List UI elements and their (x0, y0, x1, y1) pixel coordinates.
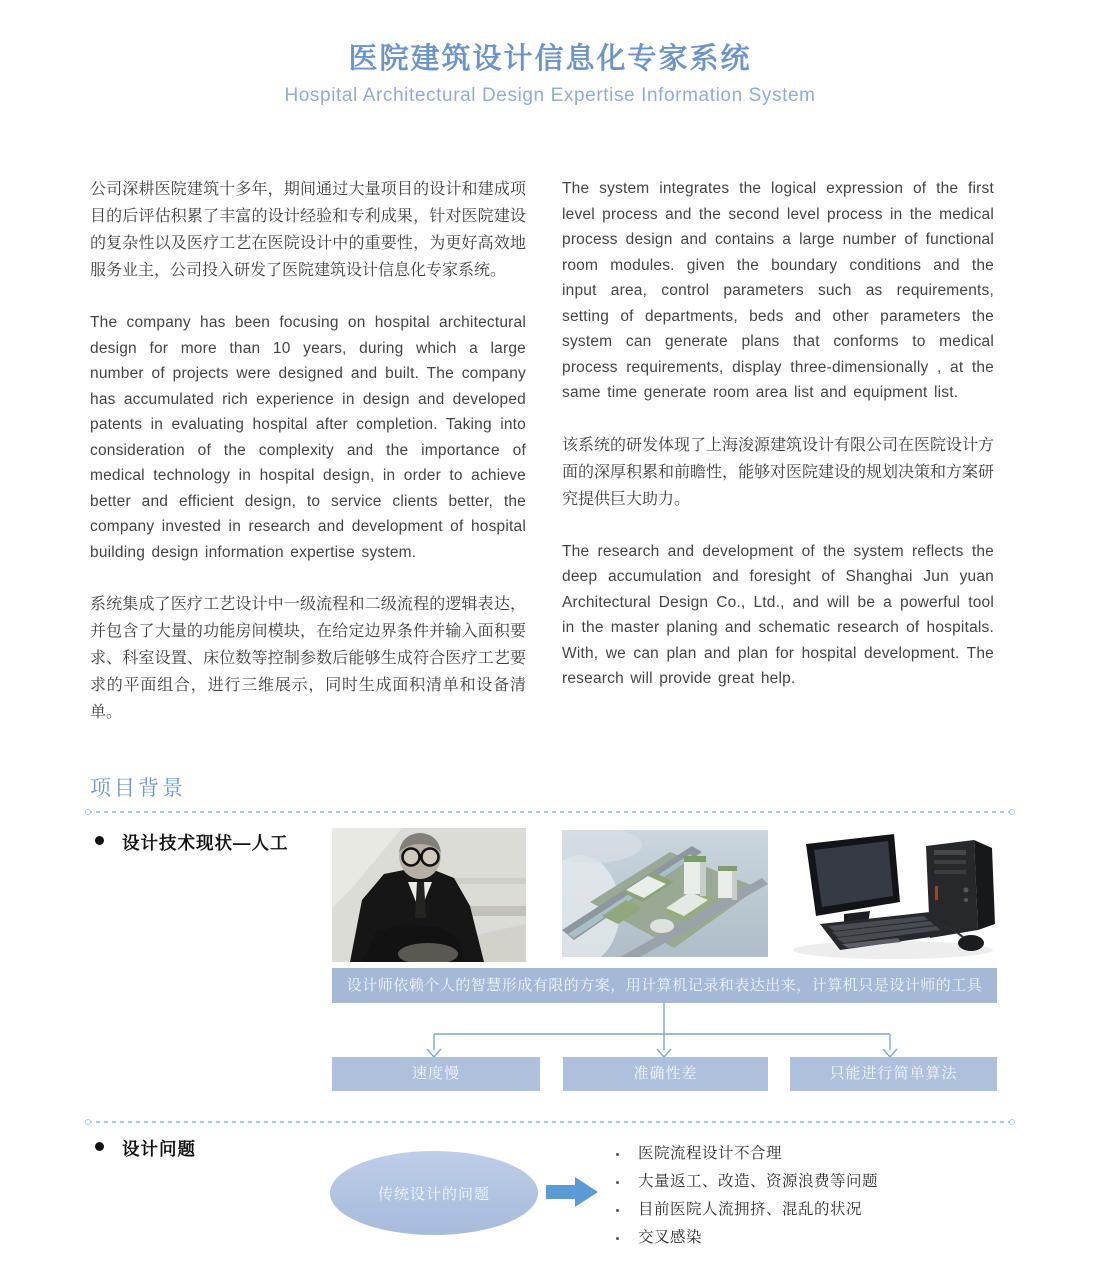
problem-text: 医院流程设计不合理 (638, 1145, 783, 1162)
right-block-arrow-icon (546, 1176, 598, 1208)
limitation-box-algorithm: 只能进行简单算法 (790, 1057, 997, 1091)
dotted-divider-bottom (88, 1121, 1012, 1123)
dotted-divider-top (88, 811, 1012, 813)
divider-endcap-icon (85, 1119, 91, 1125)
caption-banner: 设计师依赖个人的智慧形成有限的方案，用计算机记录和表达出来，计算机只是设计师的工具 (332, 968, 997, 1003)
problem-item (612, 1140, 878, 1168)
traditional-design-ellipse: 传统设计的问题 (330, 1151, 538, 1235)
hospital-aerial-illustration (562, 830, 768, 957)
limitation-box-accuracy: 准确性差 (563, 1057, 768, 1091)
limitation-box-speed: 速度慢 (332, 1057, 540, 1091)
page-title: 医院建筑设计信息化专家系统 (348, 43, 752, 75)
architect-portrait-illustration (332, 828, 526, 962)
intro-right-column (562, 176, 994, 718)
paragraph-company-intro-en: The company has been focusing on hospital architectural design for more than 10 years, during which a large number of projects were designed and built. The company has accumulated rich experience in design and developed patents in evaluating hospital after completion. Taking into consideration of the complexity and the importance of medical technology in hospital design, in order to achieve better and efficient design, to service clients better, the company invested in research and development of hospital building design information expertise system. (90, 314, 526, 561)
list-dot-icon (616, 1237, 619, 1240)
divider-endcap-icon (1009, 809, 1015, 815)
list-dot-icon (616, 1153, 619, 1156)
problem-item (612, 1168, 878, 1196)
divider-endcap-icon (85, 809, 91, 815)
flow-connector-lines (330, 1003, 1000, 1059)
bullet-dot-icon (95, 836, 104, 845)
page-subtitle: Hospital Architectural Design Expertise Information System (284, 85, 816, 106)
list-dot-icon (616, 1181, 619, 1184)
paragraph-company-intro-zh: 公司深耕医院建筑十多年，期间通过大量项目的设计和建成项目的后评估积累了丰富的设计经验和专利成果，针对医院建设的复杂性以及医疗工艺在医院设计中的重要性，为更好高效地服务业主，公司投入研发了医院建筑设计信息化专家系统。 (90, 181, 526, 279)
bullet-dot-icon (95, 1142, 104, 1151)
problem-item (612, 1224, 878, 1252)
list-dot-icon (616, 1209, 619, 1212)
problem-item (612, 1196, 878, 1224)
problem-text: 目前医院人流拥挤、混乱的状况 (638, 1201, 863, 1218)
bullet-label: 设计问题 (122, 1139, 196, 1159)
problem-text: 大量返工、改造、资源浪费等问题 (638, 1173, 879, 1190)
paragraph-rd-value-zh: 该系统的研发体现了上海浚源建筑设计有限公司在医院设计方面的深厚积累和前瞻性，能够对医院建设的规划决策和方案研究提供巨大助力。 (562, 436, 995, 508)
architect-portrait-photo (332, 828, 526, 962)
problem-list (612, 1140, 878, 1252)
bullet-label: 设计技术现状—人工 (122, 833, 289, 853)
paragraph-rd-value-en: The research and development of the system reflects the deep accumulation and foresight of Shanghai Jun yuan Architectural Design Co., Ltd., and will be a powerful tool in the master planing and schematic research of hospitals. With, we can plan and plan for hospital development. The research will provide great help. (562, 542, 994, 687)
divider-endcap-icon (1009, 1119, 1015, 1125)
hospital-aerial-rendering (562, 830, 768, 957)
paragraph-system-features-en: The system integrates the logical expression of the first level process and the second level process in the medical process design and contains a large number of functional room modules. given the boundary conditions and the input area, control parameters such as requirements, setting of departments, beds and other parameters the system can generate plans that conforms to medical process requirements, display three-dimensionally , at the same time generate room area list and equipment list. (562, 180, 994, 401)
desktop-computer-photo (778, 828, 1000, 962)
problem-text: 交叉感染 (638, 1229, 703, 1246)
intro-left-column (90, 176, 526, 752)
desktop-computer-illustration (778, 828, 1000, 962)
paragraph-system-features-zh: 系统集成了医疗工艺设计中一级流程和二级流程的逻辑表达，并包含了大量的功能房间模块，在给定边界条件并输入面积要求、科室设置、床位数等控制参数后能够生成符合医疗工艺要求的平面组合，进行三维展示，同时生成面积清单和设备清单。 (90, 596, 526, 721)
section-heading-project-background: 项目背景 (90, 777, 186, 800)
